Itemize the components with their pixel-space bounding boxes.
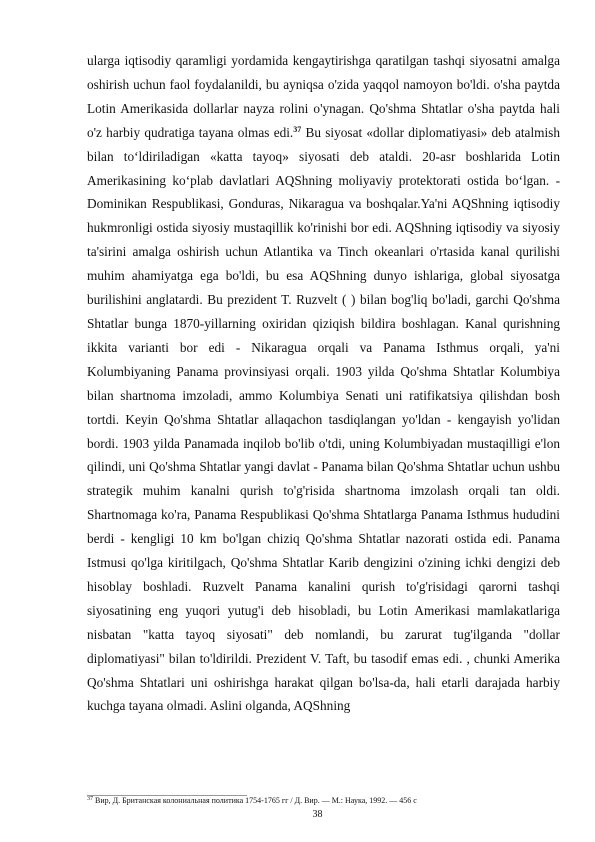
footnote	[87, 796, 560, 806]
footnote-number: 37	[87, 796, 93, 802]
footnote-reference[interactable]: 37	[293, 124, 302, 134]
body-text-before-footnote: ularga iqtisodiy qaramligi yordamida kengaytirishga qaratilgan tashqi siyosatni amalga oshirish uchun faol foydalanildi, bu ayniqsa o'zida yaqqol namoyon bo'ldi. o'sha paytda Lotin Amerikasida dollarlar nayza rolini o'ynagan. Qo'shma Shtatlar o'sha paytda hali o'z harbiy qudratiga tayana olmas edi.	[87, 53, 560, 140]
body-text-after-footnote: Bu siyosat «dollar diplomatiyasi» deb atalmish bilan to‘ldiriladigan «katta tayoq» siyosati deb ataldi. 20-asr boshlarida Lotin Amerikasining ko‘plab davlatlari AQShning moliyaviy protektorati ostida bo‘lgan. - Dominikan Respublikasi, Gonduras, Nikaragua va boshqalar.Ya'ni AQShning iqtisodiy hukmronligi ostida siyosiy mustaqillik ko'rinishi bor edi. AQShning iqtisodiy va siyosiy ta'sirini amalga oshirish uchun Atlantika va Tinch okeanlari o'rtasida kanal qurilishi muhim ahamiyatga ega bo'ldi, bu esa AQShning dunyo ishlariga, global siyosatga burilishini anglatardi. Bu prezident T. Ruzvelt ( ) bilan bog'liq bo'ladi, garchi Qo'shma Shtatlar bunga 1870-yillarning oxiridan qiziqish bildira boshlagan. Kanal qurishning ikkita varianti bor edi - Nikaragua orqali va Panama Isthmus orqali, ya'ni Kolumbiyaning Panama provinsiyasi orqali. 1903 yilda Qo'shma Shtatlar Kolumbiya bilan shartnoma imzoladi, ammo Kolumbiya Senati uni ratifikatsiya qilishdan bosh tortdi. Keyin Qo'shma Shtatlar allaqachon tasdiqlangan yo'ldan - kengayish yo'lidan bordi. 1903 yilda Panamada inqilob bo'lib o'tdi, uning Kolumbiyadan mustaqilligi e'lon qilindi, uni Qo'shma Shtatlar yangi davlat - Panama bilan Qo'shma Shtatlar uchun ushbu strategik muhim kanalni qurish to'g'risida shartnoma imzolash orqali tan oldi. Shartnomaga ko'ra, Panama Respublikasi Qo'shma Shtatlarga Panama Isthmus hududini berdi - kengligi 10 km bo'lgan chiziq Qo'shma Shtatlar nazorati ostida edi. Panama Istmusi qo'lga kiritilgach, Qo'shma Shtatlar Karib dengizini o'zining ichki dengizi deb hisoblay boshladi. Ruzvelt Panama kanalini qurish to'g'risidagi qarorni tashqi siyosatining eng yuqori yutug'i deb hisobladi, bu Lotin Amerikasi mamlakatlariga nisbatan "katta tayoq siyosati" deb nomlandi, bu zarurat tug'ilganda "dollar diplomatiyasi" bilan to'ldirildi. Prezident V. Taft, bu tasodif emas edi. , chunki Amerika Qo'shma Shtatlari uni oshirishga harakat qilgan bo'lsa-da, hali etarli darajada harbiy kuchga tayana olmadi. Aslini olganda, AQShning	[87, 124, 560, 714]
page-number: 38	[312, 809, 323, 820]
body-paragraph	[87, 49, 560, 718]
footnote-text: Вир, Д. Британская колониальная политика 1754-1765 гг / Д. Вир. — М.: Наука, 1992. — 456 с	[93, 796, 417, 805]
